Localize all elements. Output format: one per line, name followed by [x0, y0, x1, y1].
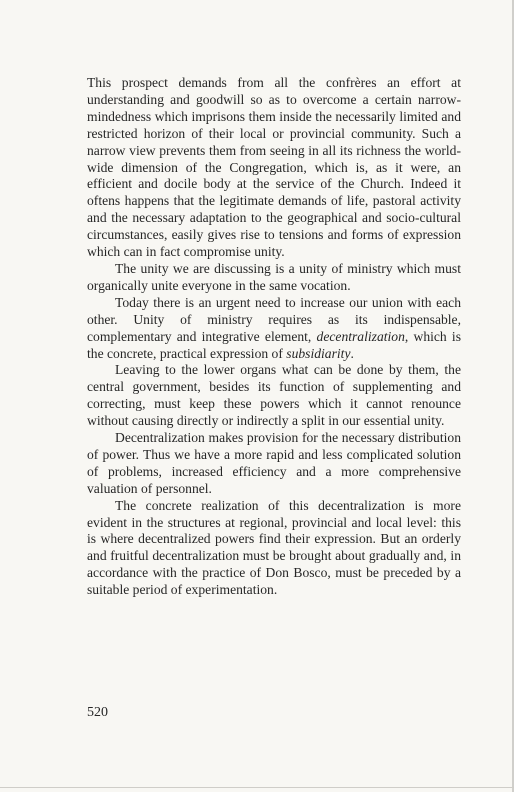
paragraph-1-text: This prospect demands from all the confrères an effort at understanding and goodwill so as to overcome a certain narrow-mindedness which imprisons them inside the necessarily limited and restricted horizon of their local or provincial community. Such a narrow view prevents them from seeing in all its richness the world-wide dimension of the Congregation, which is, as it were, an efficient and docile body at the service of the Church. Indeed it oftens happens that the legitimate demands of life, pastoral activity and the necessary adaptation to the geographical and socio-cultural circumstances, easily gives rise to tensions and forms of expression which can in fact compromise unity. — [87, 75, 461, 260]
paragraph-5 — [87, 430, 461, 498]
paragraph-3-text-c: . — [350, 345, 354, 361]
paragraph-2 — [87, 261, 461, 295]
paragraph-3 — [87, 295, 461, 363]
term-decentralization: decentralization — [316, 328, 405, 344]
page-number: 520 — [87, 705, 108, 720]
paragraph-6-text: The concrete realization of this decentralization is more evident in the structures at regional, provincial and local level: this is where decentralized powers find their expression. But an orderly and fruitful decentralization must be brought about gradually and, in accordance with the practice of Don Bosco, must be preceded by a suitable period of experimentation. — [87, 497, 461, 598]
paragraph-2-text: The unity we are discussing is a unity of ministry which must organically unite everyone in the same vocation. — [87, 260, 461, 293]
term-subsidiarity: subsidiarity — [286, 345, 351, 361]
paragraph-3-text-b: , which is the concrete, practical expression of — [87, 328, 461, 361]
paragraph-4-text: Leaving to the lower organs what can be done by them, the central government, besides its function of supplementing and correcting, must keep these powers which it cannot renounce without causing directly or indirectly a split in our essential unity. — [87, 362, 461, 429]
paragraph-3-text-a: Today there is an urgent need to increase our union with each other. Unity of ministry requires as its indispensable, complementary and integrative element, — [87, 294, 461, 344]
paragraph-5-text: Decentralization makes provision for the necessary distribution of power. Thus we have a more rapid and less complicated solution of problems, increased efficiency and a more comprehensive valuation of personnel. — [87, 430, 461, 496]
paragraph-1 — [87, 75, 461, 261]
bottom-edge-line — [0, 787, 514, 788]
body-text — [87, 75, 461, 599]
paragraph-4 — [87, 362, 461, 430]
paragraph-6 — [87, 498, 461, 599]
